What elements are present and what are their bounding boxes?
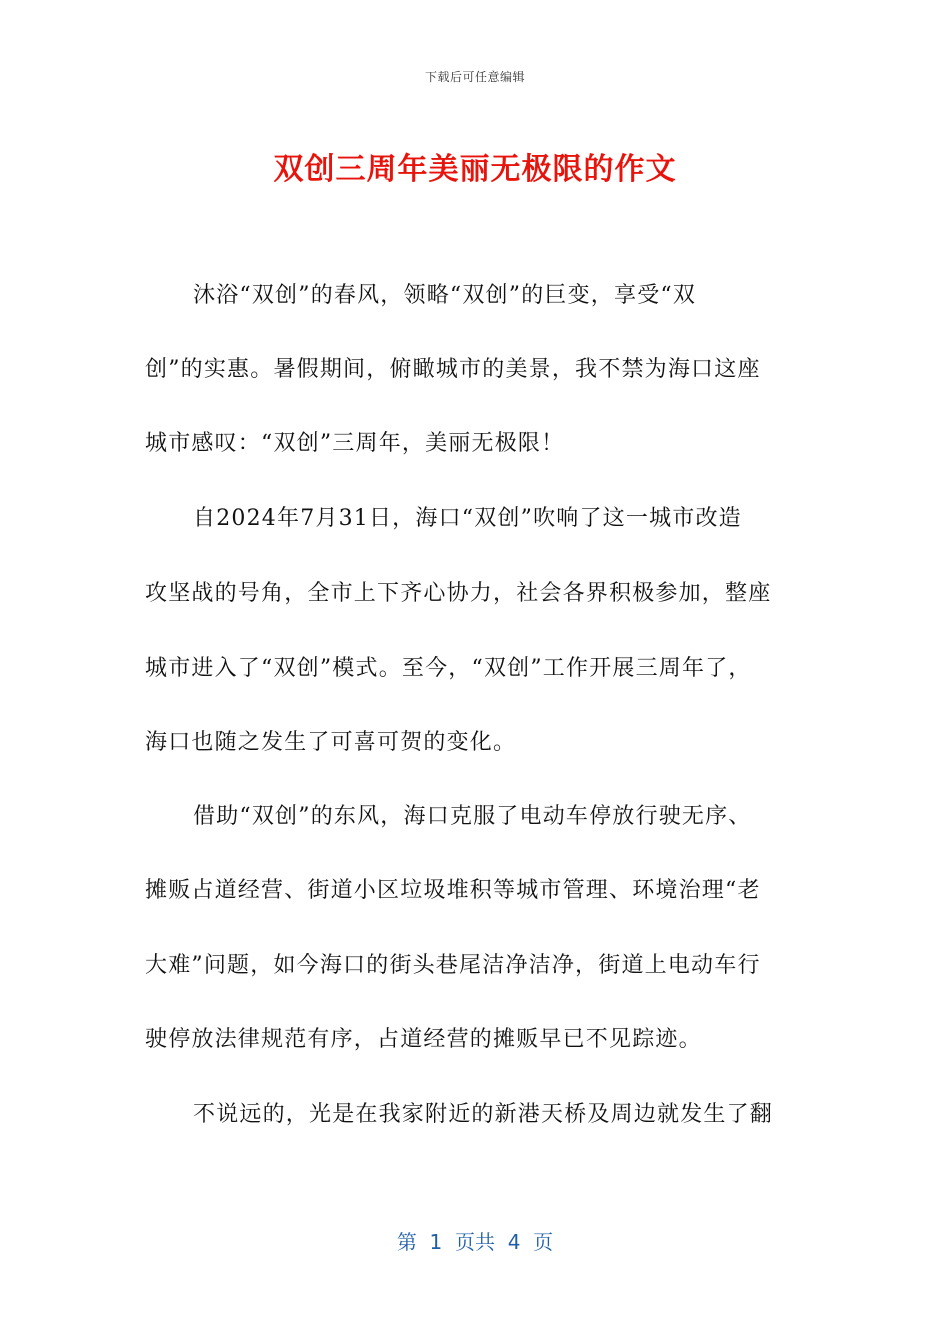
paragraph-line: 驶停放法律规范有序，占道经营的摊贩早已不见踪迹。 xyxy=(145,1027,702,1052)
document-title: 双创三周年美丽无极限的作文 xyxy=(273,152,677,187)
header-note: 下载后可任意编辑 xyxy=(424,70,525,84)
paragraph-line: 大难”问题，如今海口的街头巷尾洁净洁净，街道上电动车行 xyxy=(145,953,761,978)
paragraph-line: 海口也随之发生了可喜可贺的变化。 xyxy=(145,730,517,755)
page-number: 第 1 页共 4 页 xyxy=(396,1230,554,1254)
paragraph-line: 自2024年7月31日，海口“双创”吹响了这一城市改造 xyxy=(193,506,742,531)
paragraph-line: 不说远的，光是在我家附近的新港天桥及周边就发生了翻 xyxy=(193,1102,774,1127)
paragraph-line: 借助“双创”的东风，海口克服了电动车停放行驶无序、 xyxy=(193,804,752,829)
paragraph-line: 城市感叹：“双创”三周年，美丽无极限！ xyxy=(145,431,565,456)
paragraph-line: 城市进入了“双创”模式。至今，“双创”工作开展三周年了， xyxy=(145,656,752,681)
paragraph-line: 创”的实惠。暑假期间，俯瞰城市的美景，我不禁为海口这座 xyxy=(145,357,761,382)
paragraph-line: 攻坚战的号角，全市上下齐心协力，社会各界积极参加，整座 xyxy=(145,581,772,606)
paragraph-line: 沐浴“双创”的春风，领略“双创”的巨变，享受“双 xyxy=(193,283,697,308)
paragraph-line: 摊贩占道经营、街道小区垃圾堆积等城市管理、环境治理“老 xyxy=(145,878,761,903)
